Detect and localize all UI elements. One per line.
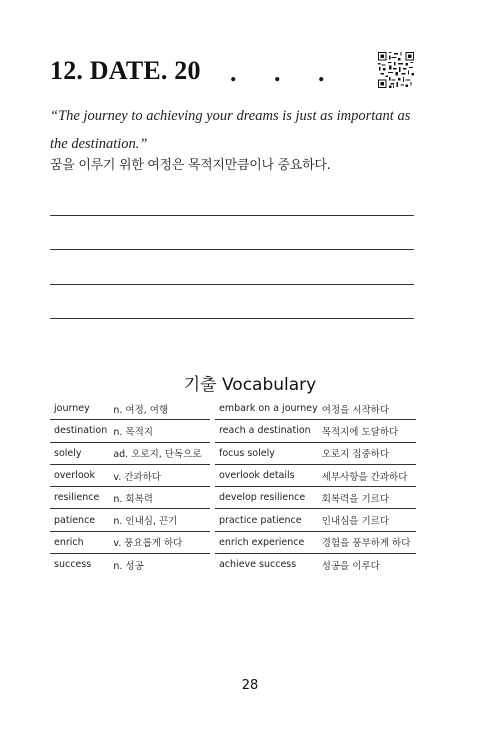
vocab-meaning: n. 성공	[113, 560, 144, 572]
writing-line[interactable]	[50, 215, 414, 216]
vocabulary-table	[50, 398, 416, 575]
date-title: 12. DATE. 20	[50, 56, 201, 85]
vocab-word: overlook	[50, 464, 109, 486]
vocab-word: destination	[50, 420, 109, 442]
vocab-meaning: ad. 오로지, 단독으로	[109, 442, 210, 464]
vocab-phrase: enrich experience	[215, 531, 318, 553]
vocabulary-row	[50, 509, 416, 531]
vocab-meaning: n. 여정, 여행	[109, 398, 210, 420]
vocab-word: patience	[50, 509, 109, 531]
vocabulary-row	[50, 531, 416, 553]
date-dots	[230, 58, 362, 88]
vocabulary-row	[50, 464, 416, 486]
vocab-phrase-meaning: 회복력을 기르다	[318, 487, 416, 509]
vocab-word: journey	[50, 398, 109, 420]
vocab-phrase: focus solely	[215, 442, 318, 464]
quote-korean: 꿈을 이루기 위한 여정은 목적지만큼이나 중요하다.	[50, 158, 331, 173]
vocab-word: solely	[50, 442, 109, 464]
qr-code-icon[interactable]	[378, 52, 414, 88]
writing-line[interactable]	[50, 318, 414, 319]
vocab-meaning: n. 목적지	[109, 420, 210, 442]
vocab-phrase: overlook details	[215, 464, 318, 486]
vocabulary-row	[50, 420, 416, 442]
vocab-phrase: achieve success	[218, 559, 297, 571]
vocab-phrase-meaning: 경험을 풍부하게 하다	[318, 531, 416, 553]
vocab-meaning: v. 간과하다	[109, 464, 210, 486]
page-header	[50, 52, 420, 92]
vocab-word: success	[54, 559, 92, 571]
vocabulary-row	[50, 487, 416, 509]
vocabulary-row	[50, 554, 416, 576]
vocab-meaning: n. 회복력	[109, 487, 210, 509]
vocabulary-title: 기출 Vocabulary	[183, 375, 317, 395]
vocab-phrase-meaning: 세부사항을 간과하다	[318, 464, 416, 486]
vocab-phrase: reach a destination	[215, 420, 318, 442]
vocab-phrase-meaning: 오로지 집중하다	[318, 442, 416, 464]
vocab-phrase: embark on a journey	[215, 398, 318, 420]
vocab-word: resilience	[50, 487, 109, 509]
vocab-meaning: v. 풍요롭게 하다	[109, 531, 210, 553]
date-dot-month: .	[230, 58, 237, 87]
vocab-phrase-meaning: 여정을 시작하다	[318, 398, 416, 420]
date-dot-end: .	[318, 58, 325, 87]
quote-english: “The journey to achieving your dreams is just as important as the destination.”	[50, 108, 411, 152]
vocab-meaning: n. 인내심, 끈기	[109, 509, 210, 531]
vocab-phrase-meaning: 목적지에 도달하다	[318, 420, 416, 442]
vocabulary-row	[50, 398, 416, 420]
vocab-phrase: practice patience	[215, 509, 318, 531]
date-dot-day: .	[274, 58, 281, 87]
vocab-phrase: develop resilience	[215, 487, 318, 509]
writing-line[interactable]	[50, 284, 414, 285]
vocab-phrase-meaning: 성공을 이루다	[321, 560, 380, 572]
writing-line[interactable]	[50, 249, 414, 250]
vocabulary-row	[50, 442, 416, 464]
vocab-phrase-meaning: 인내심을 기르다	[318, 509, 416, 531]
vocab-word: enrich	[50, 531, 109, 553]
page-number: 28	[241, 678, 259, 693]
